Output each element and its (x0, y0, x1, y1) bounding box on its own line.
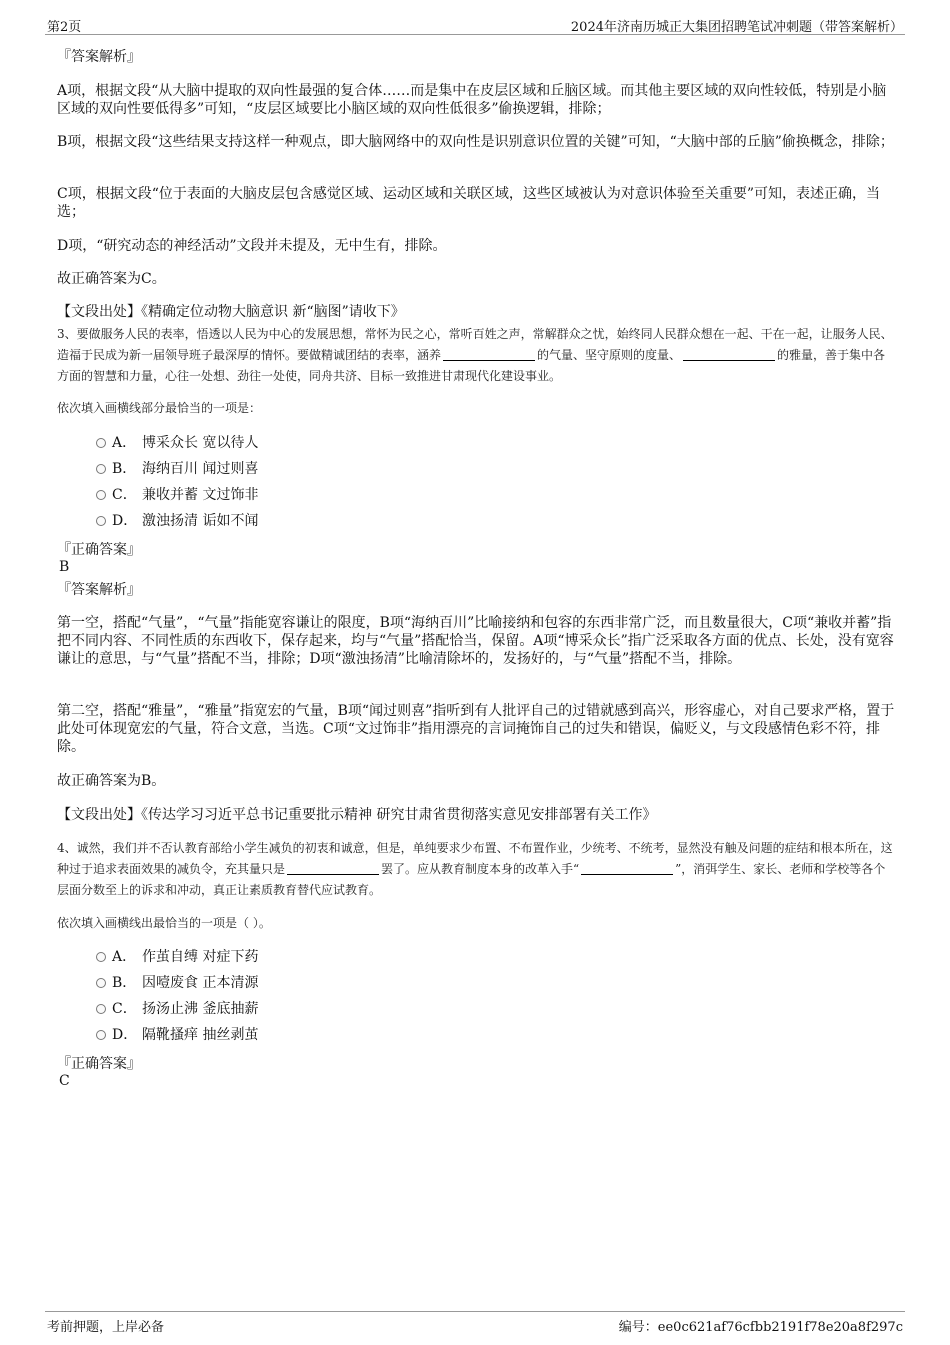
q2-source: 【文段出处】《精确定位动物大脑意识 新“脑图”请收下》 (57, 304, 405, 320)
q4-answer: C (59, 1073, 70, 1089)
q4-option-c[interactable]: C． 扬汤止沸 釜底抽薪 (96, 999, 258, 1019)
q3-prompt: 依次填入画横线部分最恰当的一项是： (57, 401, 262, 415)
radio-icon[interactable] (96, 1030, 106, 1040)
q3-option-d[interactable]: D． 激浊扬清 诟如不闻 (96, 511, 258, 531)
q3-stem: 3、要做服务人民的表率，悟透以人民为中心的发展思想，常怀为民之心，常听百姓之声，常解群众之忧，始终同人民群众想在一起、干在一起，让服务人民、造福于民成为新一届领导班子最深厚的情怀。要做精诚团结的表率，涵养 的气量、坚守原则的度量、 的雅量，善于集中各方面的智慧和力量，心往一处想、劲往一处使，同舟共济、目标一致推进甘肃现代化建设事业。 (57, 327, 893, 383)
radio-icon[interactable] (96, 464, 106, 474)
q2-analysis-b: B项，根据文段“这些结果支持这样一种观点，即大脑网络中的双向性是识别意识位置的关键”可知，“大脑中部的丘脑”偷换概念，排除； (57, 134, 894, 150)
q2-analysis-c: C项，根据文段“位于表面的大脑皮层包含感觉区域、运动区域和关联区域，这些区域被认为对意识体验至关重要”可知，表述正确，当选； (57, 186, 881, 220)
blank-line (683, 347, 775, 361)
q4-answer-heading: 『正确答案』 (57, 1056, 141, 1072)
q2-analysis-d: D项，“研究动态的神经活动”文段并未提及，无中生有，排除。 (57, 238, 447, 254)
page-number: 第2页 (47, 20, 82, 35)
footer-slogan: 考前押题，上岸必备 (47, 1320, 165, 1335)
blank-line (287, 861, 379, 875)
q3-option-b[interactable]: B． 海纳百川 闻过则喜 (96, 459, 258, 479)
q3-answer: B (59, 559, 70, 575)
q3-analysis-1: 第一空，搭配“气量”，“气量”指能宽容谦让的限度，B项“海纳百川”比喻接纳和包容的东西非常广泛，而且数量很大，C项“兼收并蓄”指把不同内容、不同性质的东西收下，保存起来，均与“气量”搭配恰当，保留。A项“博采众长”指广泛采取各方面的优点、长处，没有宽容谦让的意思，与“气量”搭配不当，排除；D项“激浊扬清”比喻清除坏的，发扬好的，与“气量”搭配不当，排除。 (57, 615, 894, 667)
radio-icon[interactable] (96, 516, 106, 526)
q4-option-b[interactable]: B． 因噎废食 正本清源 (96, 973, 258, 993)
q3-option-c[interactable]: C． 兼收并蓄 文过饰非 (96, 485, 258, 505)
radio-icon[interactable] (96, 952, 106, 962)
q4-option-a[interactable]: A． 作茧自缚 对症下药 (96, 947, 258, 967)
radio-icon[interactable] (96, 438, 106, 448)
q3-answer-heading: 『正确答案』 (57, 542, 141, 558)
q3-source: 【文段出处】《传达学习习近平总书记重要批示精神 研究甘肃省贯彻落实意见安排部署有关工作》 (57, 807, 657, 823)
q4-stem: 4、诚然，我们并不否认教育部给小学生减负的初衷和诚意，但是，单纯要求少布置、不布置作业，少统考、不统考，显然没有触及问题的症结和根本所在，这种过于追求表面效果的减负令，充其量只是 罢了。应从教育制度本身的改革入手“ ”，消弭学生、家长、老师和学校等各个层面分数至上的诉求和冲动，真正让素质教育替代应试教育。 (57, 841, 893, 897)
page-footer (45, 1311, 905, 1334)
document-title: 2024年济南历城正大集团招聘笔试冲刺题（带答案解析） (570, 20, 903, 35)
q4-prompt: 依次填入画横线出最恰当的一项是（ ）。 (57, 916, 271, 930)
blank-line (581, 861, 673, 875)
q3-option-a[interactable]: A． 博采众长 宽以待人 (96, 433, 258, 453)
q3-analysis-2: 第二空，搭配“雅量”，“雅量”指宽宏的气量，B项“闻过则喜”指听到有人批评自己的过错就感到高兴，形容虚心，对自己要求严格，置于此处可体现宽宏的气量，符合文意，当选。C项“文过饰非”指用漂亮的言词掩饰自己的过失和错误，偏贬义，与文段感情色彩不符，排除。 (57, 703, 895, 755)
q2-analysis-heading: 『答案解析』 (57, 49, 141, 65)
radio-icon[interactable] (96, 1004, 106, 1014)
document-code: 编号：ee0c621af76cfbb2191f78e20a8f297c (618, 1320, 903, 1335)
radio-icon[interactable] (96, 490, 106, 500)
q3-conclusion: 故正确答案为B。 (57, 773, 166, 789)
q2-conclusion: 故正确答案为C。 (57, 271, 166, 287)
blank-line (443, 347, 535, 361)
q4-option-d[interactable]: D． 隔靴搔痒 抽丝剥茧 (96, 1025, 258, 1045)
q3-analysis-heading: 『答案解析』 (57, 582, 141, 598)
page-header (45, 14, 905, 35)
q2-analysis-a: A项，根据文段“从大脑中提取的双向性最强的复合体……而是集中在皮层区域和丘脑区域。而其他主要区域的双向性较低，特别是小脑区域的双向性要低得多”可知，“皮层区域要比小脑区域的双向性低很多”偷换逻辑，排除； (57, 83, 887, 117)
radio-icon[interactable] (96, 978, 106, 988)
